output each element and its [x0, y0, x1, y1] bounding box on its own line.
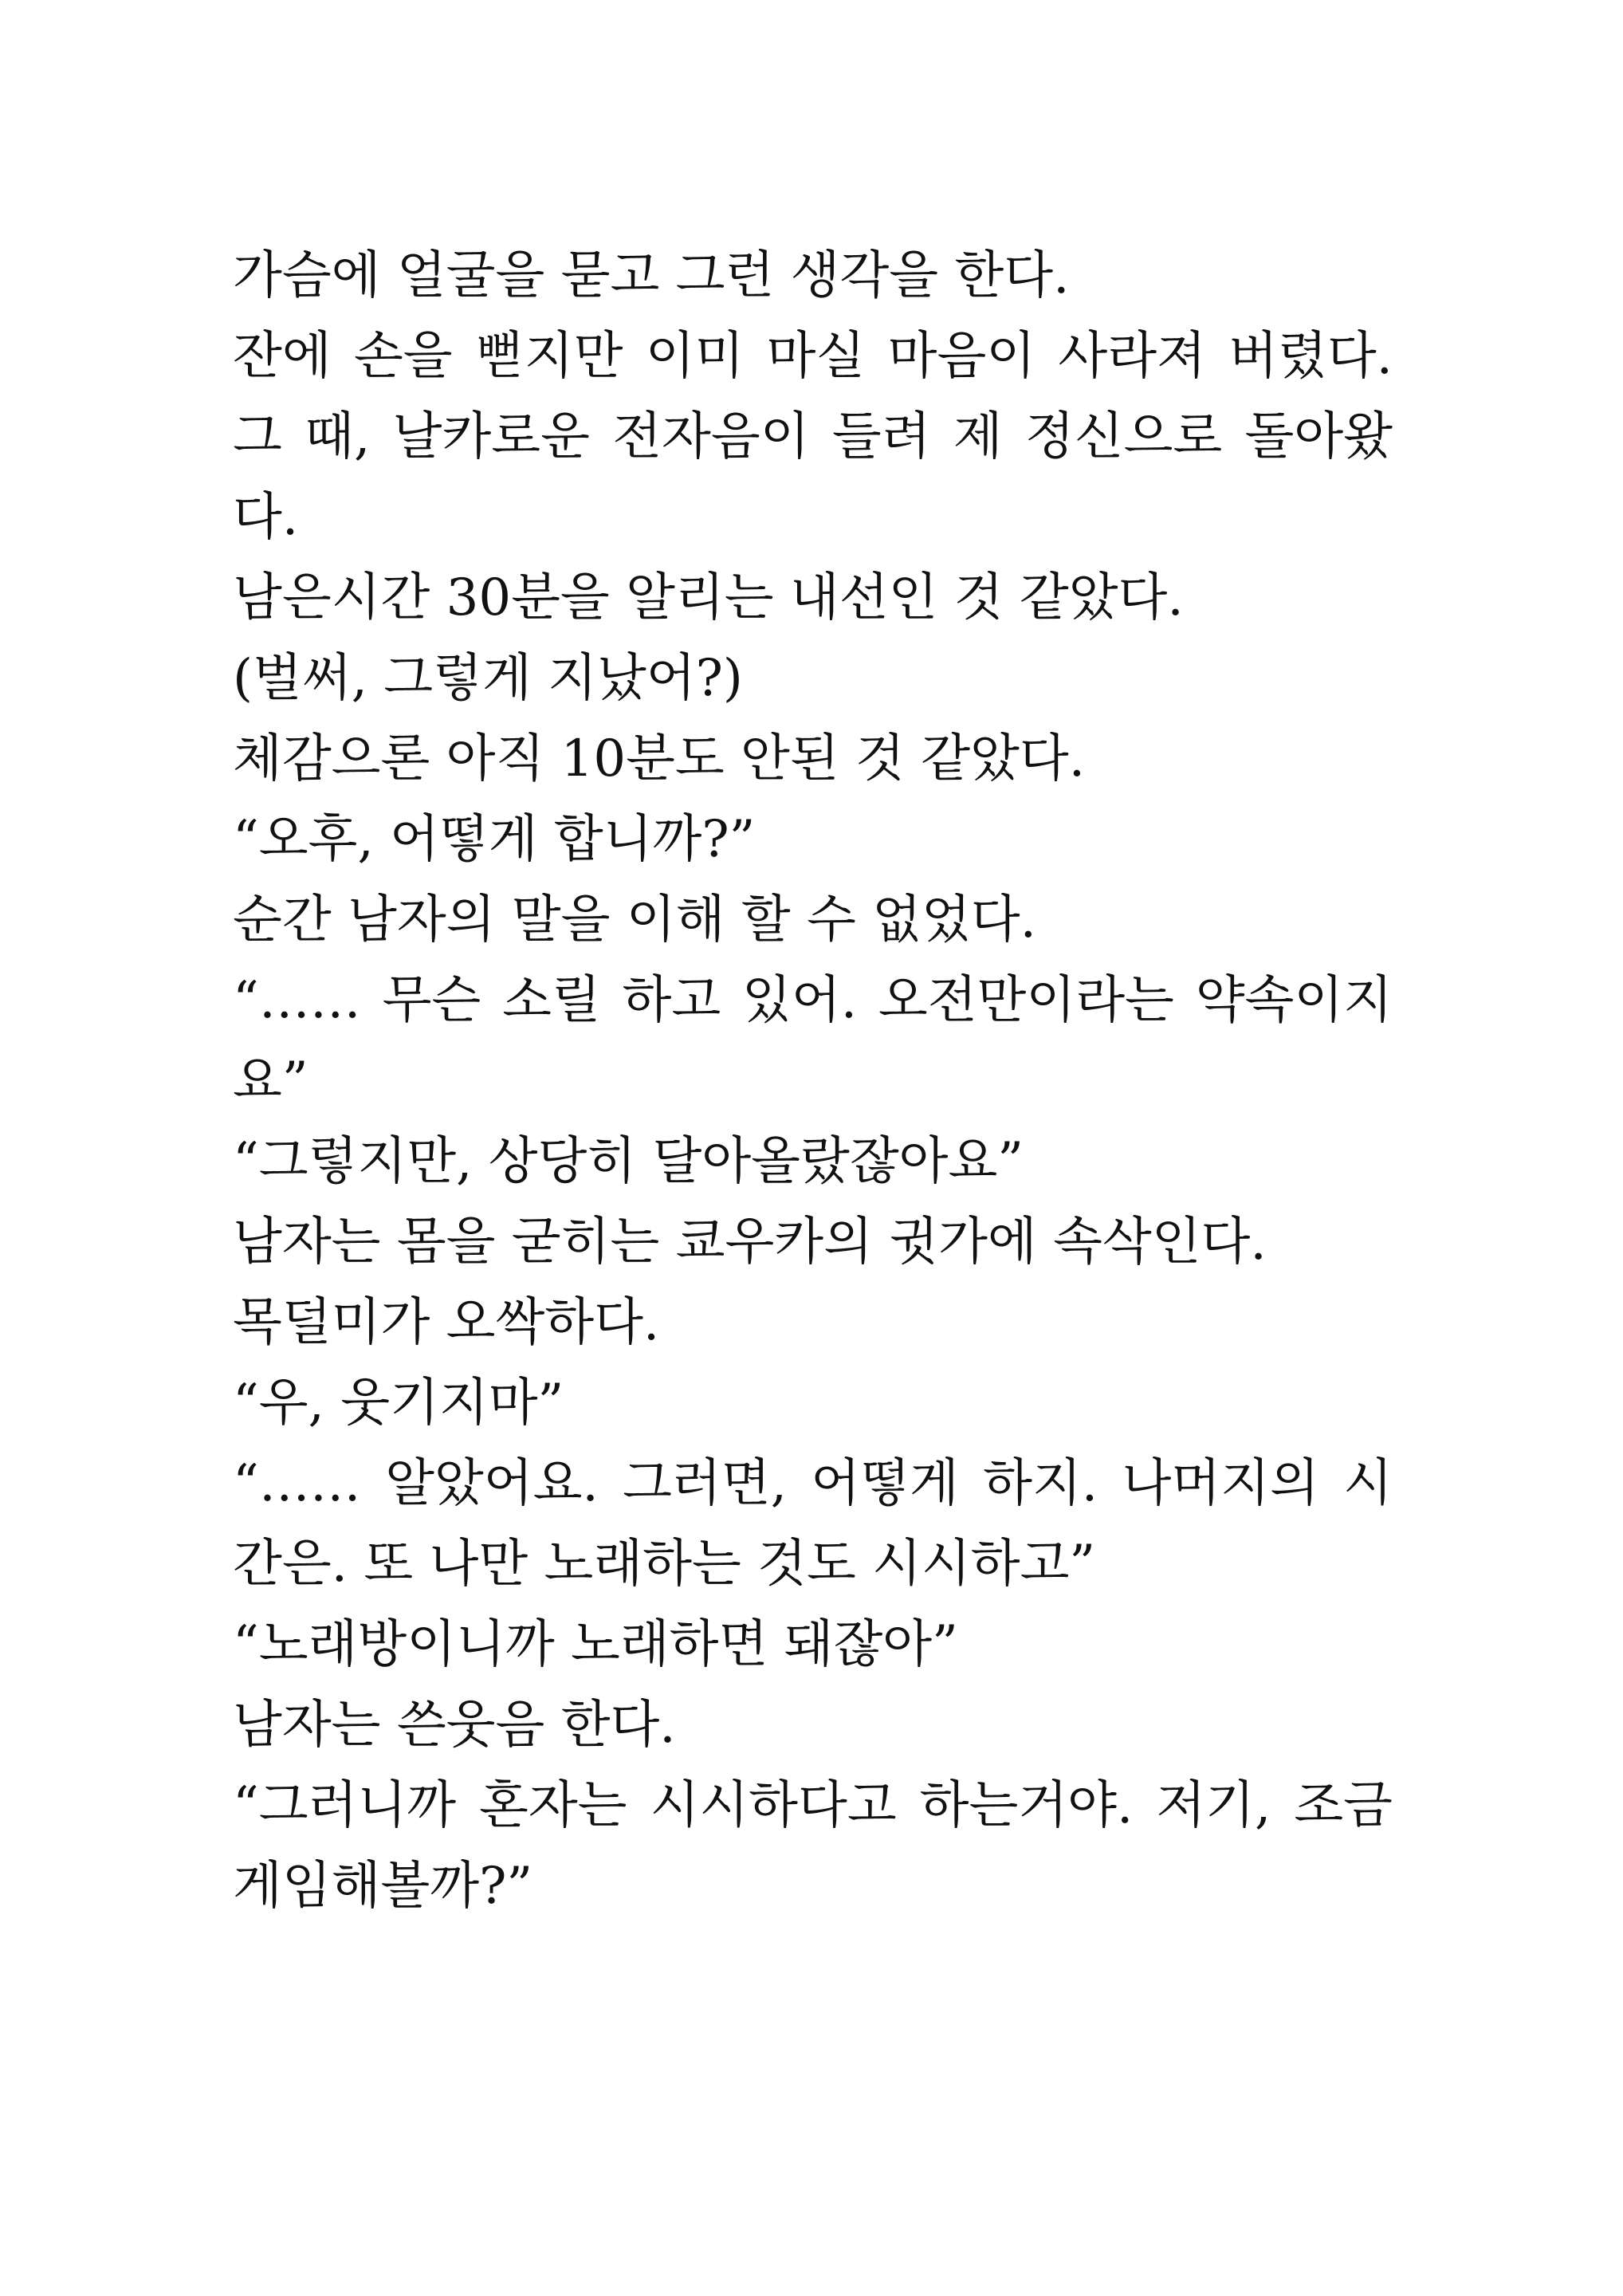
text-line: 잔에 손을 뻗지만 이미 마실 마음이 사라져 버렸다.: [233, 327, 1393, 386]
text-line: (벌써, 그렇게 지났어?): [233, 649, 743, 708]
text-line: “…… 무슨 소릴 하고 있어. 오전만이라는 약속이지: [233, 971, 1393, 1030]
text-line: 게임해볼까?”: [233, 1857, 533, 1916]
text-line: 그 때, 날카로운 전자음이 들려 제 정신으로 돌아왔: [233, 407, 1393, 466]
text-line: “오후, 어떻게 합니까?”: [233, 810, 756, 869]
text-line: “우, 웃기지마”: [233, 1374, 564, 1433]
text-line: 체감으론 아직 10분도 안된 것 같았다.: [233, 729, 1086, 788]
text-line: “그렇지만, 상당히 달아올랐잖아요”: [233, 1132, 1024, 1191]
text-line: 가슴에 얼굴을 묻고 그런 생각을 한다.: [233, 246, 1070, 305]
text-line: “…… 알았어요. 그러면, 어떻게 하지. 나머지의 시: [233, 1454, 1393, 1513]
text-line: 목덜미가 오싹하다.: [233, 1293, 660, 1352]
text-line: 남은시간 30분을 알리는 내선인 것 같았다.: [233, 568, 1184, 627]
text-line: 순간 남자의 말을 이해 할 수 없었다.: [233, 890, 1036, 949]
text-line: “노래방이니까 노래하면 돼잖아”: [233, 1615, 958, 1674]
text-line: 간은. 또 나만 노래하는 것도 시시하고”: [233, 1535, 1096, 1594]
text-line: “그러니까 혼자는 시시하다고 하는거야. 저기, 조금: [233, 1776, 1393, 1835]
text-line: 다.: [233, 488, 299, 547]
body-text: [233, 236, 1393, 1927]
text-line: 남자는 쓴웃음 한다.: [233, 1696, 676, 1755]
text-line: 요”: [233, 1052, 308, 1111]
text-line: 남자는 몸을 굳히는 쿄우카의 귓가에 속삭인다.: [233, 1213, 1267, 1272]
